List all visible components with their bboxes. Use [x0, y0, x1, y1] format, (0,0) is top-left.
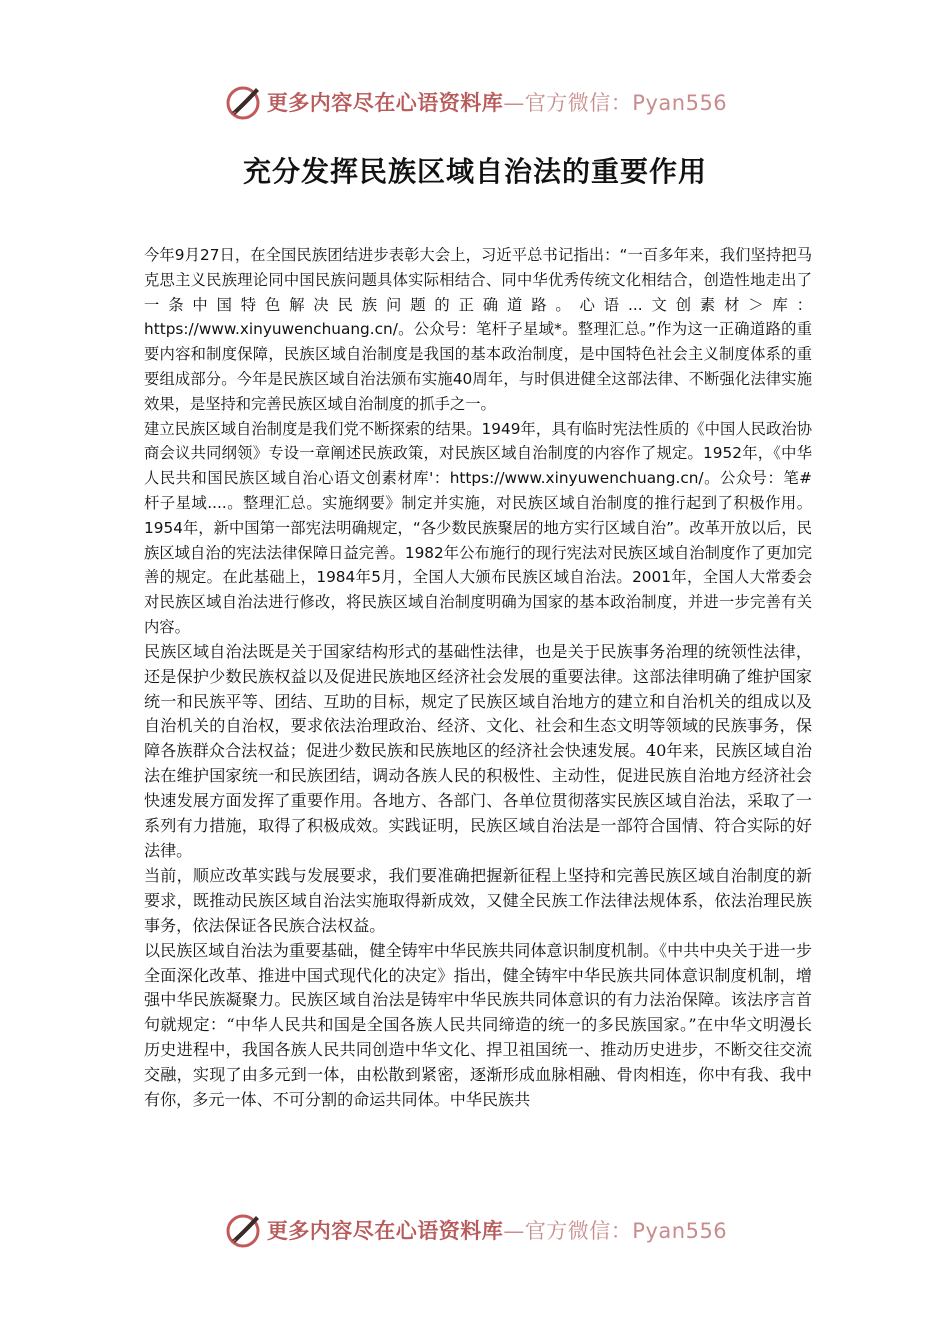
paragraph-5: 以民族区域自治法为重要基础，健全铸牢中华民族共同体意识制度机制。《中共中央关于进一步全面深化改革、推进中国式现代化的决定》指出，健全铸牢中华民族共同体意识制度机制，增强中华民族凝聚力。民族区域自治法是铸牢中华民族共同体意识的有力法治保障。该法序言首句就规定：“中华人民共和国是全国各族人民共同缔造的统一的多民族国家。”在中华文明漫长历史进程中，我国各族人民共同创造中华文化、捍卫祖国统一、推动历史进步，不断交往交流交融，实现了由多元到一体，由松散到紧密，逐渐形成血脉相融、骨肉相连，你中有我、我中有你，多元一体、不可分割的命运共同体。中华民族共	[144, 940, 812, 1110]
pen-logo-icon	[223, 1210, 263, 1250]
watermark-text	[267, 87, 727, 117]
header-watermark-banner	[0, 82, 950, 122]
watermark-contact: —官方微信：Pyan556	[503, 1219, 728, 1243]
watermark-brand: 更多内容尽在心语资料库	[266, 90, 504, 115]
paragraph-1: 今年9月27日，在全国民族团结进步表彰大会上，习近平总书记指出：“一百多年来，我们坚持把马克思主义民族理论同中国民族问题具体实际相结合、同中华优秀传统文化相结合，创造性地走出了一条中国特色解决民族问题的正确道路。心语...文创素材＞库：https://www.xinyuwenchuang.cn/。公众号：笔杆子星域*。整理汇总。”作为这一正确道路的重要内容和制度保障，民族区域自治制度是我国的基本政治制度，是中国特色社会主义制度体系的重要组成部分。今年是民族区域自治法颁布实施40周年，与时俱进健全这部法律、不断强化法律实施效果，是坚持和完善民族区域自治制度的抓手之一。	[144, 246, 812, 413]
watermark-brand: 更多内容尽在心语资料库	[266, 1218, 504, 1243]
footer-watermark-banner	[0, 1210, 950, 1250]
paragraph-3: 民族区域自治法既是关于国家结构形式的基础性法律，也是关于民族事务治理的统领性法律，还是保护少数民族权益以及促进民族地区经济社会发展的重要法律。这部法律明确了维护国家统一和民族平等、团结、互助的目标，规定了民族区域自治地方的建立和自治机关的组成以及自治机关的自治权，要求依法治理政治、经济、文化、社会和生态文明等领域的民族事务，保障各族群众合法权益；促进少数民族和民族地区的经济社会快速发展。40年来，民族区域自治法在维护国家统一和民族团结，调动各族人民的积极性、主动性，促进民族自治地方经济社会快速发展方面发挥了重要作用。各地方、各部门、各单位贯彻落实民族区域自治法，采取了一系列有力措施，取得了积极成效。实践证明，民族区域自治法是一部符合国情、符合实际的好法律。	[144, 641, 812, 860]
paragraph-2: 建立民族区域自治制度是我们党不断探索的结果。1949年，具有临时宪法性质的《中国人民政治协商会议共同纲领》专设一章阐述民族政策，对民族区域自治制度的内容作了规定。1952年，《中华人民共和国民族区域自治心语文创素材库'：https://www.xinyuwenchuang.cn/。公众号：笔#杆子星域....。整理汇总。实施纲要》制定并实施，对民族区域自治制度的推行起到了积极作用。1954年，新中国第一部宪法明确规定，“各少数民族聚居的地方实行区域自治”。改革开放以后，民族区域自治的宪法法律保障日益完善。1982年公布施行的现行宪法对民族区域自治制度作了更加完善的规定。在此基础上，1984年5月，全国人大颁布民族区域自治法。2001年，全国人大常委会对民族区域自治法进行修改，将民族区域自治制度明确为国家的基本政治制度，并进一步完善有关内容。	[144, 419, 812, 636]
article-title: 充分发挥民族区域自治法的重要作用	[242, 155, 707, 188]
article-body	[144, 243, 812, 1110]
paragraph-4: 当前，顺应改革实践与发展要求，我们要准确把握新征程上坚持和完善民族区域自治制度的新要求，既推动民族区域自治法实施取得新成效，又健全民族工作法律法规体系，依法治理民族事务，依法保证各民族合法权益。	[144, 865, 812, 935]
pen-logo-icon	[223, 82, 263, 122]
watermark-contact: —官方微信：Pyan556	[503, 91, 728, 115]
watermark-text	[267, 1215, 727, 1245]
